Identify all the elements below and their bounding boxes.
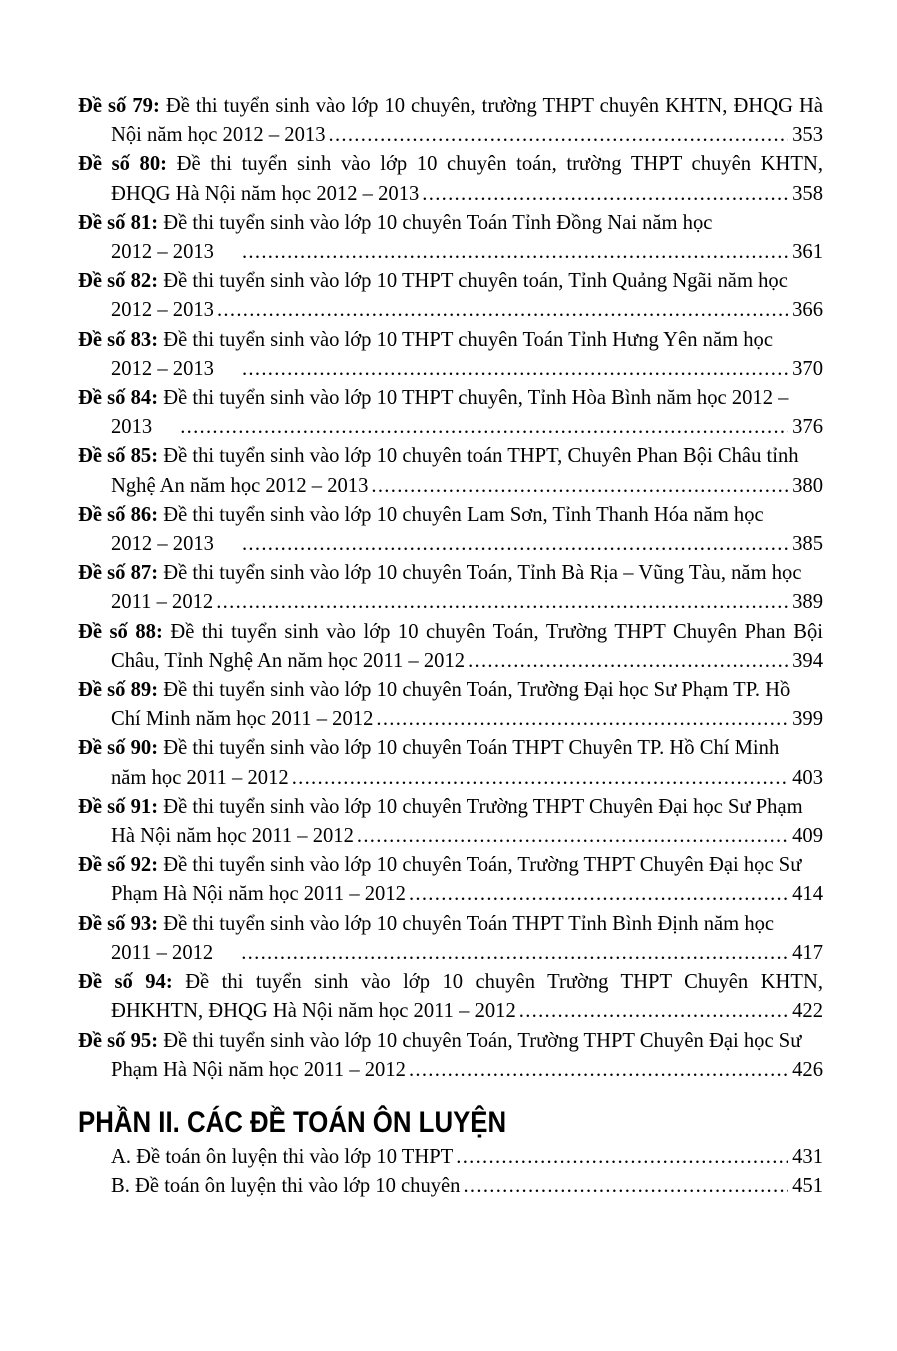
toc-entry [78,150,823,208]
entry-page-number: 385 [792,533,823,556]
toc-entry [78,793,823,851]
entry-page-number: 353 [792,124,823,147]
toc-entry-line2 [78,822,823,851]
toc-entry-line1 [78,501,823,530]
dot-leader [376,705,788,734]
toc-entry-line1 [78,384,823,413]
entry-title-line1: Đề thi tuyển sinh vào lớp 10 THPT chuyên toán, Tỉnh Quảng Ngãi năm học [163,270,788,293]
entry-page-number: 358 [792,182,823,205]
toc-entry-line1 [78,150,823,179]
toc-entry [78,968,823,1026]
dot-leader [292,764,788,793]
entry-number-label: Đề số 89: [78,679,159,702]
dot-leader [463,1172,788,1201]
toc-entry [78,1027,823,1085]
toc-entry [78,676,823,734]
entry-page-number: 409 [792,825,823,848]
toc-entry [78,92,823,150]
toc-entry-line2 [78,296,823,325]
entry-title-line2: Chí Minh năm học 2011 – 2012 [111,708,374,731]
entry-number-label: Đề số 88: [78,620,163,643]
entry-page-number: 403 [792,766,823,789]
dot-leader [242,530,788,559]
entry-title-line2: năm học 2011 – 2012 [111,766,289,789]
toc-entry [78,501,823,559]
entry-title-line2: Nội năm học 2012 – 2013 [111,124,326,147]
toc-entry-line2 [78,1056,823,1085]
entry-title-line1: Đề thi tuyển sinh vào lớp 10 chuyên toán THPT, Chuyên Phan Bội Châu tỉnh [163,445,799,468]
entry-title-line1: Đề thi tuyển sinh vào lớp 10 chuyên Toán, Trường THPT Chuyên Phan Bội [170,620,823,643]
toc-entry-line2 [78,880,823,909]
dot-leader [242,238,788,267]
dot-leader [422,180,788,209]
entry-number-label: Đề số 94: [78,971,173,994]
sub-item-label: B. Đề toán ôn luyện thi vào lớp 10 chuyên [111,1175,461,1198]
entry-title-line1: Đề thi tuyển sinh vào lớp 10 chuyên, trường THPT chuyên KHTN, ĐHQG Hà [165,95,823,117]
entry-number-label: Đề số 81: [78,211,159,234]
entry-page-number: 380 [792,474,823,497]
entry-number-label: Đề số 80: [78,153,168,176]
toc-entry-line1 [78,851,823,880]
toc-entry-line2 [78,588,823,617]
entry-title-line2: 2011 – 2012 [111,941,214,964]
toc-entry-line2 [78,997,823,1026]
toc-entry-line1 [78,793,823,822]
toc-entry-line2 [78,647,823,676]
toc-entry [78,326,823,384]
dot-leader [241,939,788,968]
entry-title-line2: Hà Nội năm học 2011 – 2012 [111,825,354,848]
dot-leader [329,121,789,150]
entry-number-label: Đề số 93: [78,912,159,935]
dot-leader [216,588,788,617]
entry-number-label: Đề số 95: [78,1029,159,1052]
toc-entry-line2 [78,413,823,442]
entry-title-line2: 2012 – 2013 [111,533,214,556]
entry-title-line2: Nghệ An năm học 2012 – 2013 [111,474,369,497]
toc-entry-line2 [78,705,823,734]
entry-title-line1: Đề thi tuyển sinh vào lớp 10 chuyên Toán, Tỉnh Bà Rịa – Vũng Tàu, năm học [163,562,802,585]
entry-title-line1: Đề thi tuyển sinh vào lớp 10 chuyên Trường THPT Chuyên KHTN, [185,971,823,994]
toc-entry-line1 [78,910,823,939]
toc-entry [78,910,823,968]
entry-page-number: 361 [792,241,823,264]
entry-title-line1: Đề thi tuyển sinh vào lớp 10 chuyên Lam Sơn, Tỉnh Thanh Hóa năm học [163,503,764,526]
entry-number-label: Đề số 90: [78,737,159,760]
entry-title-line2: Phạm Hà Nội năm học 2011 – 2012 [111,883,406,906]
entry-number-label: Đề số 91: [78,795,159,818]
toc-entry-line2 [78,121,823,150]
entry-title-line1: Đề thi tuyển sinh vào lớp 10 THPT chuyên Toán Tỉnh Hưng Yên năm học [163,328,773,351]
dot-leader [371,472,788,501]
toc-entry-line2 [78,355,823,384]
dot-leader [180,413,788,442]
toc-entry [78,209,823,267]
entry-page-number: 389 [792,591,823,614]
toc-entry-line2 [78,180,823,209]
toc-entry-line1 [78,676,823,705]
toc-entry-line1 [78,968,823,997]
toc-entry [78,442,823,500]
part2-heading: PHẦN II. CÁC ĐỀ TOÁN ÔN LUYỆN [78,1105,507,1139]
entry-number-label: Đề số 86: [78,503,159,526]
entry-page-number: 394 [792,649,823,672]
entry-page-number: 370 [792,357,823,380]
dot-leader [242,355,788,384]
entry-title-line1: Đề thi tuyển sinh vào lớp 10 chuyên Toán Tỉnh Đồng Nai năm học [163,211,713,234]
entry-number-label: Đề số 84: [78,387,159,410]
toc-entry-line1 [78,734,823,763]
toc-entry [78,267,823,325]
sub-item-page-number: 431 [792,1145,823,1168]
toc-entries [78,92,823,1085]
dot-leader [357,822,788,851]
entry-title-line1: Đề thi tuyển sinh vào lớp 10 chuyên Toán, Trường Đại học Sư Phạm TP. Hồ [163,679,791,702]
toc-entry-line1 [78,326,823,355]
toc-entry [78,559,823,617]
dot-leader [456,1143,788,1172]
dot-leader [409,1056,788,1085]
part2-section [78,1106,823,1201]
entry-title-line1: Đề thi tuyển sinh vào lớp 10 chuyên Toán, Trường THPT Chuyên Đại học Sư [163,1029,802,1052]
entry-title-line2: 2012 – 2013 [111,241,214,264]
entry-title-line1: Đề thi tuyển sinh vào lớp 10 chuyên Trường THPT Chuyên Đại học Sư Phạm [163,795,803,818]
toc-entry-line1 [78,92,823,121]
part2-sub-item [78,1143,823,1172]
toc-entry-line2 [78,530,823,559]
toc-entry-line2 [78,472,823,501]
entry-title-line2: 2011 – 2012 [111,591,214,614]
dot-leader [409,880,788,909]
entry-title-line1: Đề thi tuyển sinh vào lớp 10 chuyên Toán, Trường THPT Chuyên Đại học Sư [163,854,802,877]
entry-title-line2: 2012 – 2013 [111,357,214,380]
toc-entry-line1 [78,559,823,588]
sub-item-page-number: 451 [792,1175,823,1198]
entry-number-label: Đề số 87: [78,562,159,585]
entry-number-label: Đề số 92: [78,854,159,877]
entry-title-line1: Đề thi tuyển sinh vào lớp 10 chuyên Toán THPT Tỉnh Bình Định năm học [163,912,775,935]
toc-entry-line1 [78,267,823,296]
table-of-contents [78,92,823,1201]
entry-title-line2: 2013 [111,416,153,439]
sub-item-label: A. Đề toán ôn luyện thi vào lớp 10 THPT [111,1145,454,1168]
entry-title-line1: Đề thi tuyển sinh vào lớp 10 chuyên Toán THPT Chuyên TP. Hồ Chí Minh [163,737,780,760]
entry-title-line2: ĐHQG Hà Nội năm học 2012 – 2013 [111,182,420,205]
entry-title-line2: 2012 – 2013 [111,299,214,322]
entry-title-line2: ĐHKHTN, ĐHQG Hà Nội năm học 2011 – 2012 [111,1000,516,1023]
toc-entry [78,851,823,909]
entry-number-label: Đề số 79: [78,95,160,117]
part2-sub-item [78,1172,823,1201]
part2-items [78,1143,823,1201]
entry-number-label: Đề số 82: [78,270,159,293]
entry-number-label: Đề số 85: [78,445,159,468]
toc-entry-line2 [78,764,823,793]
dot-leader [217,296,788,325]
dot-leader [468,647,788,676]
entry-title-line1: Đề thi tuyển sinh vào lớp 10 chuyên toán, trường THPT chuyên KHTN, [176,153,823,176]
entry-page-number: 426 [792,1058,823,1081]
toc-entry-line1 [78,442,823,471]
dot-leader [519,997,788,1026]
entry-title-line2: Châu, Tỉnh Nghệ An năm học 2011 – 2012 [111,649,466,672]
entry-page-number: 376 [792,416,823,439]
entry-page-number: 417 [792,941,823,964]
toc-entry-line2 [78,939,823,968]
toc-entry [78,618,823,676]
toc-entry-line2 [78,238,823,267]
toc-entry-line1 [78,618,823,647]
entry-page-number: 414 [792,883,823,906]
entry-number-label: Đề số 83: [78,328,159,351]
entry-page-number: 422 [792,1000,823,1023]
entry-page-number: 366 [792,299,823,322]
entry-title-line1: Đề thi tuyển sinh vào lớp 10 THPT chuyên, Tỉnh Hòa Bình năm học 2012 – [163,387,789,410]
entry-title-line2: Phạm Hà Nội năm học 2011 – 2012 [111,1058,406,1081]
toc-entry [78,384,823,442]
toc-entry-line1 [78,209,823,238]
entry-page-number: 399 [792,708,823,731]
toc-entry-line1 [78,1027,823,1056]
toc-entry [78,734,823,792]
